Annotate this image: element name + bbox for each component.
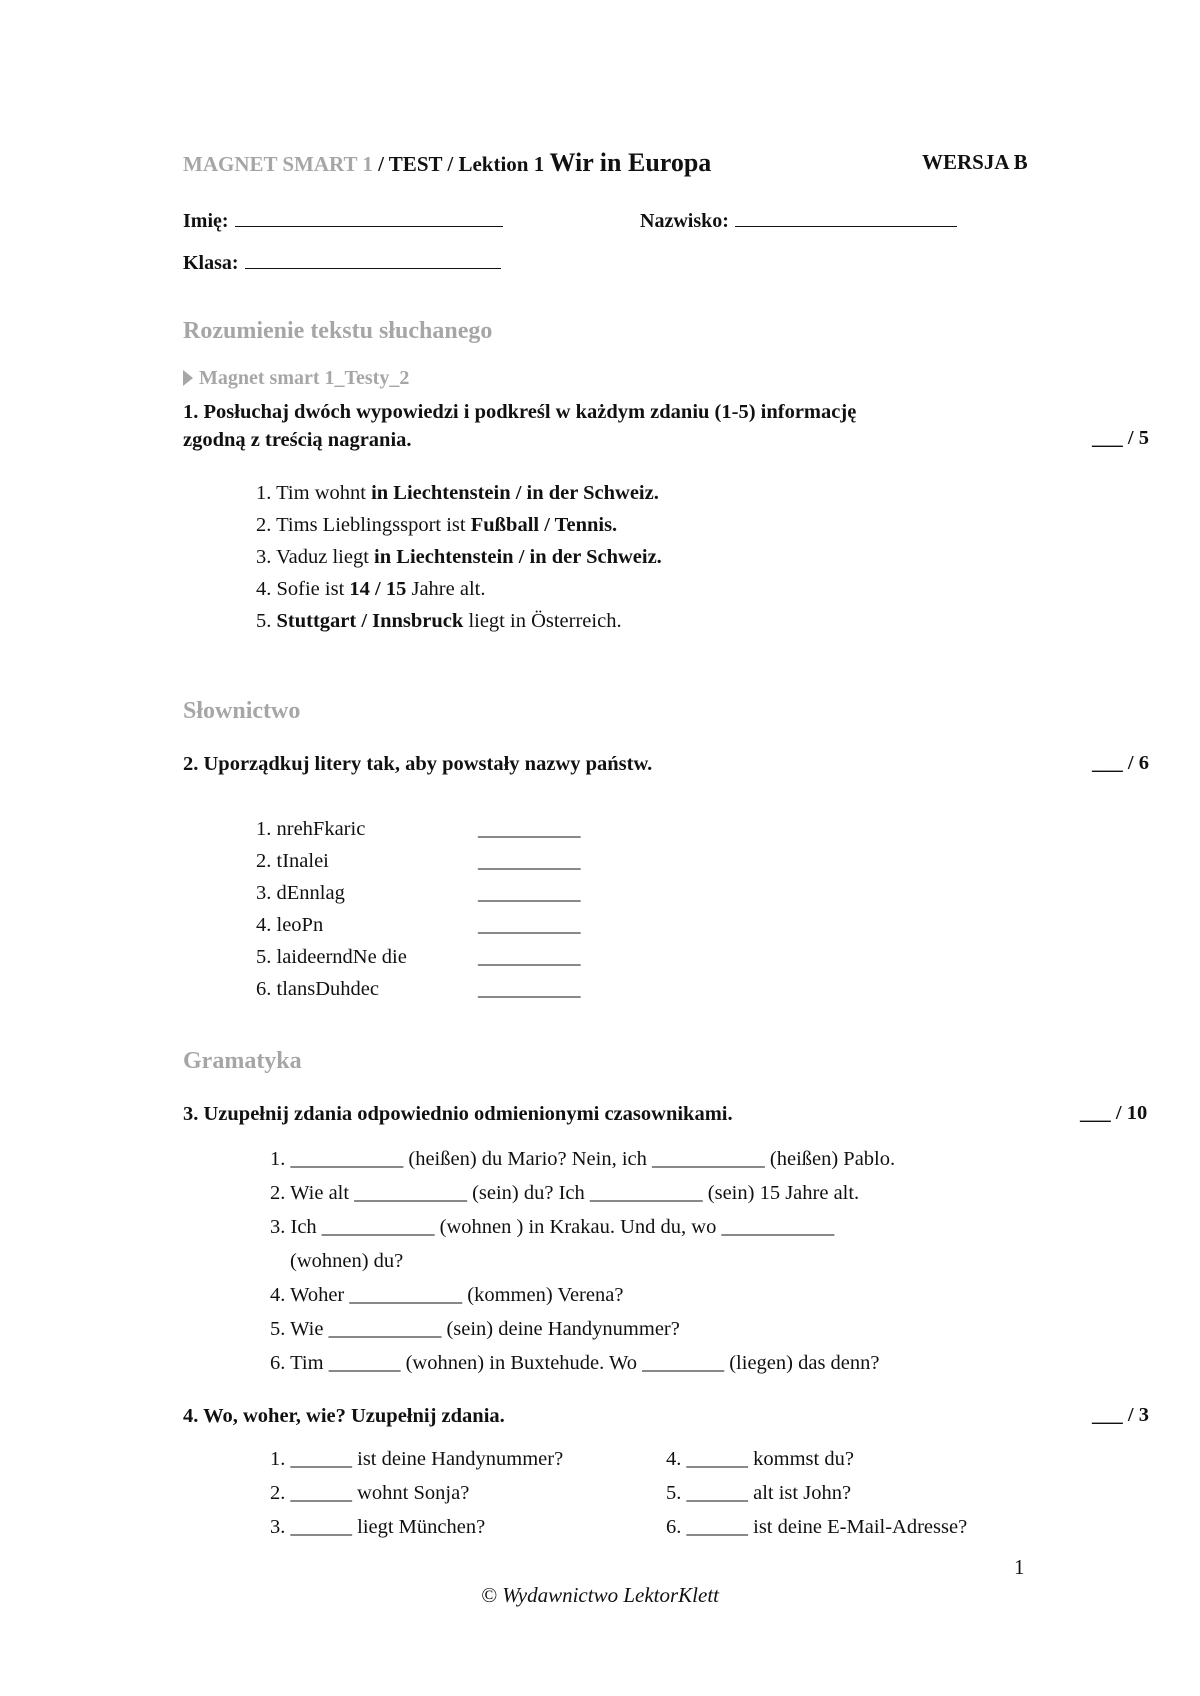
item-options[interactable]: in Liechtenstein / in der Schweiz. bbox=[371, 482, 659, 504]
task2-item-text: 5. laideerndNe die bbox=[256, 946, 407, 968]
task1-instruction bbox=[183, 398, 856, 454]
item-number: 3. bbox=[256, 546, 272, 568]
task1-instruction-line2: zgodną z treścią nagrania. bbox=[183, 429, 412, 451]
class-label: Klasa: bbox=[183, 252, 239, 274]
task1-score: ___ / 5 bbox=[1092, 427, 1149, 449]
version-label: WERSJA B bbox=[922, 150, 1028, 174]
task2-score: ___ / 6 bbox=[1092, 752, 1149, 774]
class-field[interactable] bbox=[183, 250, 501, 275]
task1-item bbox=[256, 546, 662, 569]
task3-instruction: 3. Uzupełnij zdania odpowiednio odmienionymi czasownikami. bbox=[183, 1103, 733, 1125]
task2-item-blank[interactable]: __________ bbox=[478, 850, 581, 872]
header-test-lesson: / TEST / Lektion 1 bbox=[372, 152, 550, 176]
task3-score: ___ / 10 bbox=[1080, 1102, 1148, 1124]
task1-item bbox=[256, 514, 617, 537]
task2-item-text: 1. nrehFkaric bbox=[256, 818, 366, 840]
item-options[interactable]: in Liechtenstein / in der Schweiz. bbox=[374, 546, 662, 568]
item-options[interactable]: Stuttgart / Innsbruck bbox=[276, 610, 464, 632]
task3-item[interactable]: 1. ___________ (heißen) du Mario? Nein, ich ___________ (heißen) Pablo. bbox=[270, 1148, 896, 1170]
item-options[interactable]: 14 / 15 bbox=[349, 578, 407, 600]
task3-item[interactable]: 4. Woher ___________ (kommen) Verena? bbox=[270, 1284, 624, 1306]
task2-item-text: 3. dEnnlag bbox=[256, 882, 345, 904]
item-text: Tims Lieblingssport ist bbox=[271, 514, 471, 536]
play-triangle-icon[interactable] bbox=[183, 370, 193, 386]
class-line[interactable] bbox=[245, 250, 501, 269]
first-name-field[interactable] bbox=[183, 208, 503, 233]
task2-item-blank[interactable]: __________ bbox=[478, 818, 581, 840]
task2-item-text: 6. tlansDuhdec bbox=[256, 978, 379, 1000]
task2-item-text: 2. tInalei bbox=[256, 850, 329, 872]
last-name-line[interactable] bbox=[735, 208, 957, 227]
brand-name: MAGNET SMART 1 bbox=[183, 152, 373, 176]
publisher-footer: © Wydawnictwo LektorKlett bbox=[480, 1583, 719, 1607]
task1-item bbox=[256, 610, 622, 633]
task2-item-blank[interactable]: __________ bbox=[478, 914, 581, 936]
task3-item[interactable]: 3. Ich ___________ (wohnen ) in Krakau. Und du, wo ___________ bbox=[270, 1216, 835, 1238]
page-number: 1 bbox=[1014, 1555, 1025, 1579]
audio-track-label: Magnet smart 1_Testy_2 bbox=[199, 367, 410, 389]
task3-item-continuation: (wohnen) du? bbox=[290, 1250, 404, 1272]
section-vocab-heading: Słownictwo bbox=[183, 698, 301, 724]
item-text: Tim wohnt bbox=[271, 482, 372, 504]
audio-track[interactable] bbox=[183, 367, 409, 390]
task1-instruction-line1: 1. Posłuchaj dwóch wypowiedzi i podkreśl w każdym zdaniu (1-5) informację bbox=[183, 401, 857, 423]
task4-item[interactable]: 1. ______ ist deine Handynummer? bbox=[270, 1448, 564, 1470]
task2-item-blank[interactable]: __________ bbox=[478, 882, 581, 904]
section-listening-heading: Rozumienie tekstu słuchanego bbox=[183, 318, 493, 344]
task3-item[interactable]: 2. Wie alt ___________ (sein) du? Ich ___________ (sein) 15 Jahre alt. bbox=[270, 1182, 860, 1204]
item-text-end: liegt in Österreich. bbox=[463, 610, 622, 632]
document-header bbox=[183, 148, 711, 178]
first-name-line[interactable] bbox=[235, 208, 503, 227]
task4-item[interactable]: 5. ______ alt ist John? bbox=[666, 1482, 852, 1504]
first-name-label: Imię: bbox=[183, 210, 229, 232]
task2-item-text: 4. leoPn bbox=[256, 914, 324, 936]
task2-item-blank[interactable]: __________ bbox=[478, 946, 581, 968]
item-text: Sofie ist bbox=[271, 578, 350, 600]
task3-item[interactable]: 6. Tim _______ (wohnen) in Buxtehude. Wo ________ (liegen) das denn? bbox=[270, 1352, 880, 1374]
item-number: 4. bbox=[256, 578, 272, 600]
task4-item[interactable]: 6. ______ ist deine E-Mail-Adresse? bbox=[666, 1516, 968, 1538]
task1-item bbox=[256, 482, 659, 505]
task4-item[interactable]: 4. ______ kommst du? bbox=[666, 1448, 854, 1470]
item-text: Vaduz liegt bbox=[271, 546, 375, 568]
task3-item[interactable]: 5. Wie ___________ (sein) deine Handynummer? bbox=[270, 1318, 680, 1340]
task2-item-blank[interactable]: __________ bbox=[478, 978, 581, 1000]
task4-instruction: 4. Wo, woher, wie? Uzupełnij zdania. bbox=[183, 1405, 505, 1427]
item-number: 2. bbox=[256, 514, 272, 536]
task2-instruction: 2. Uporządkuj litery tak, aby powstały nazwy państw. bbox=[183, 753, 653, 775]
last-name-field[interactable] bbox=[640, 208, 957, 233]
task4-item[interactable]: 3. ______ liegt München? bbox=[270, 1516, 486, 1538]
item-number: 1. bbox=[256, 482, 272, 504]
item-number: 5. bbox=[256, 610, 272, 632]
task4-score: ___ / 3 bbox=[1092, 1404, 1149, 1426]
item-options[interactable]: Fußball / Tennis. bbox=[470, 514, 618, 536]
task4-item[interactable]: 2. ______ wohnt Sonja? bbox=[270, 1482, 470, 1504]
lesson-title: Wir in Europa bbox=[549, 148, 712, 177]
task1-item bbox=[256, 578, 485, 601]
section-grammar-heading: Gramatyka bbox=[183, 1048, 302, 1074]
item-text-end: Jahre alt. bbox=[406, 578, 486, 600]
last-name-label: Nazwisko: bbox=[640, 210, 729, 232]
